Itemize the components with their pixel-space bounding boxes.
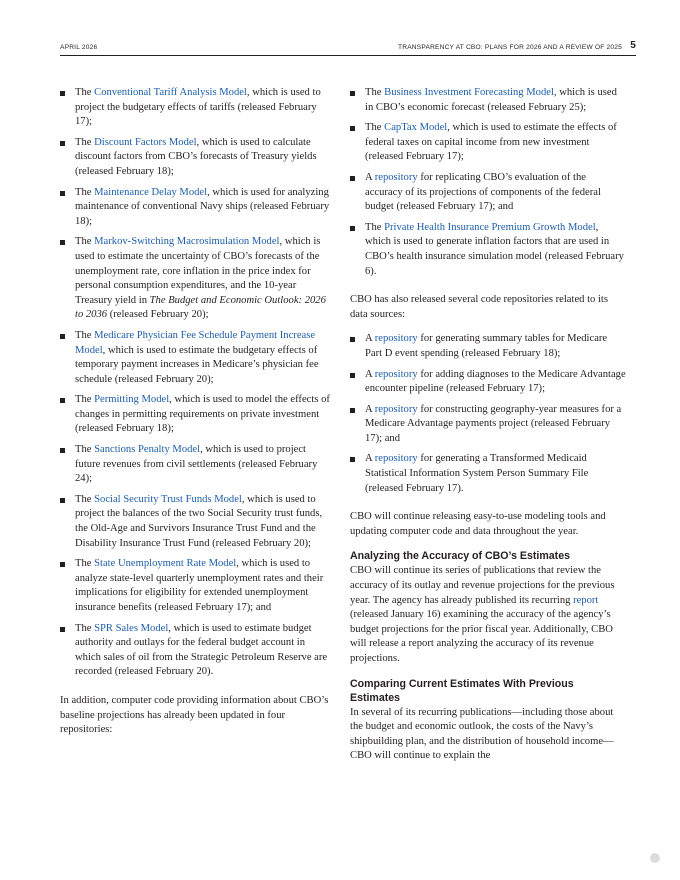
list-item: The Business Investment Forecasting Model, which is used in CBO’s economic forecast (released February 25); (350, 86, 626, 115)
list-item: A repository for generating a Transformed Medicaid Statistical Information System Person Summary File (released February 17). (350, 452, 626, 496)
baseline-repos-paragraph: In addition, computer code providing information about CBO’s baseline projections has already been updated in four repositories: (60, 694, 329, 736)
list-item: The Discount Factors Model, which is used to calculate discount factors from CBO’s forecasts of Treasury yields (released February 18); (60, 136, 332, 180)
model-link[interactable]: Permitting Model (94, 394, 170, 406)
repository-link[interactable]: repository (374, 368, 418, 380)
repository-link[interactable]: repository (374, 171, 418, 183)
list-item: The CapTax Model, which is used to estimate the effects of federal taxes on capital income from new investment (released February 17); (350, 121, 626, 165)
model-link[interactable]: Markov-Switching Macrosimulation Model (94, 236, 280, 248)
header-date: APRIL 2026 (60, 44, 98, 51)
page-corner-mark (650, 853, 660, 863)
model-link[interactable]: Business Investment Forecasting Model (384, 87, 554, 98)
list-item: The Sanctions Penalty Model, which is used to project future revenues from civil settlements (released February 24); (60, 443, 332, 487)
model-link[interactable]: Conventional Tariff Analysis Model (94, 87, 247, 98)
section-heading-comparing: Comparing Current Estimates With Previous Estimates (350, 677, 574, 704)
continue-paragraph: CBO will continue releasing easy-to-use modeling tools and updating computer code and data throughout the year. (350, 511, 606, 537)
model-link[interactable]: Maintenance Delay Model (94, 186, 208, 198)
list-item: The Social Security Trust Funds Model, which is used to project the balances of the two Social Security trust funds, the Old-Age and Survivors Insurance Trust Fund and the Disability Insurance Trust Fund (released February 20); (60, 493, 332, 551)
list-item: The Conventional Tariff Analysis Model, which is used to project the budgetary effects of tariffs (released February 17); (60, 86, 332, 130)
repository-link[interactable]: repository (374, 403, 418, 415)
list-item: The Private Health Insurance Premium Growth Model, which is used to generate inflation factors that are used in CBO’s health insurance simulation model (released February 6). (350, 221, 626, 279)
model-link[interactable]: Private Health Insurance Premium Growth Model (384, 221, 596, 233)
publication-title: The Budget and Economic Outlook: 2026 to 2036 (75, 294, 326, 321)
list-item: A repository for replicating CBO’s evaluation of the accuracy of its projections of components of the federal budget (released February 17); and (350, 171, 626, 215)
repository-link[interactable]: repository (374, 333, 418, 345)
report-link[interactable]: report (573, 594, 599, 606)
header-title: TRANSPARENCY AT CBO: PLANS FOR 2026 AND A REVIEW OF 2025 (398, 44, 622, 51)
repository-list (350, 332, 626, 496)
repository-link[interactable]: repository (374, 453, 418, 465)
model-link[interactable]: CapTax Model (384, 122, 448, 134)
list-item: The SPR Sales Model, which is used to estimate budget authority and outlays for the federal budget account in which sales of oil from the Strategic Petroleum Reserve are recorded (released February 20). (60, 622, 332, 680)
model-link[interactable]: Medicare Physician Fee Schedule Payment Increase Model (75, 329, 316, 356)
right-column (350, 86, 626, 774)
model-link[interactable]: Sanctions Penalty Model (94, 444, 201, 456)
comparing-paragraph: In several of its recurring publications—including those about the budget and economic outlook, the costs of the Navy’s shipbuilding plan, and the distribution of household income—CBO will continue to explain the (350, 706, 614, 762)
model-link[interactable]: Social Security Trust Funds Model (94, 493, 242, 505)
list-item: The Permitting Model, which is used to model the effects of changes in permitting requirements on private investment (released February 18); (60, 393, 332, 437)
data-repos-intro: CBO has also released several code repositories related to its data sources: (350, 294, 608, 320)
page-number: 5 (630, 40, 636, 51)
model-link[interactable]: State Unemployment Rate Model (94, 558, 237, 570)
page-header (60, 39, 636, 56)
list-item: A repository for generating summary tables for Medicare Part D event spending (released February 18); (350, 332, 626, 361)
list-item: A repository for constructing geography-year measures for a Medicare Advantage payments project (released February 17); and (350, 403, 626, 447)
accuracy-paragraph: CBO will continue its series of publications that review the accuracy of its outlay and revenue projections for the previous year. The agency has already published its recurring report (released January 16) examining the accuracy of the agency’s budget projections for the prior fiscal year. Additionally, CBO will release a report analyzing the accuracy of its revenue projections. (350, 565, 615, 664)
model-link[interactable]: Discount Factors Model (94, 136, 197, 148)
list-item: The State Unemployment Rate Model, which is used to analyze state-level quarterly unemployment rates and their implications for eligibility for extended unemployment insurance benefits (released February 17); and (60, 557, 332, 615)
list-item: The Markov-Switching Macrosimulation Model, which is used to estimate the uncertainty of CBO’s forecasts of the unemployment rate, core inflation in the price index for personal consumption expenditures, and the 10-year Treasury yield in The Budget and Economic Outlook: 2026 to 2036 (released February 20); (60, 235, 332, 323)
section-heading-accuracy: Analyzing the Accuracy of CBO’s Estimates (350, 550, 570, 563)
model-list-continued (350, 86, 626, 279)
list-item: The Maintenance Delay Model, which is used for analyzing maintenance of conventional Navy ships (released February 18); (60, 186, 332, 230)
list-item: A repository for adding diagnoses to the Medicare Advantage encounter pipeline (released February 17); (350, 368, 626, 397)
model-link[interactable]: SPR Sales Model (94, 622, 169, 634)
left-column (60, 86, 332, 748)
list-item: The Medicare Physician Fee Schedule Payment Increase Model, which is used to estimate the budgetary effects of temporary payment increases in Medicare’s physician fee schedule (released February 20); (60, 329, 332, 387)
model-list (60, 86, 332, 680)
